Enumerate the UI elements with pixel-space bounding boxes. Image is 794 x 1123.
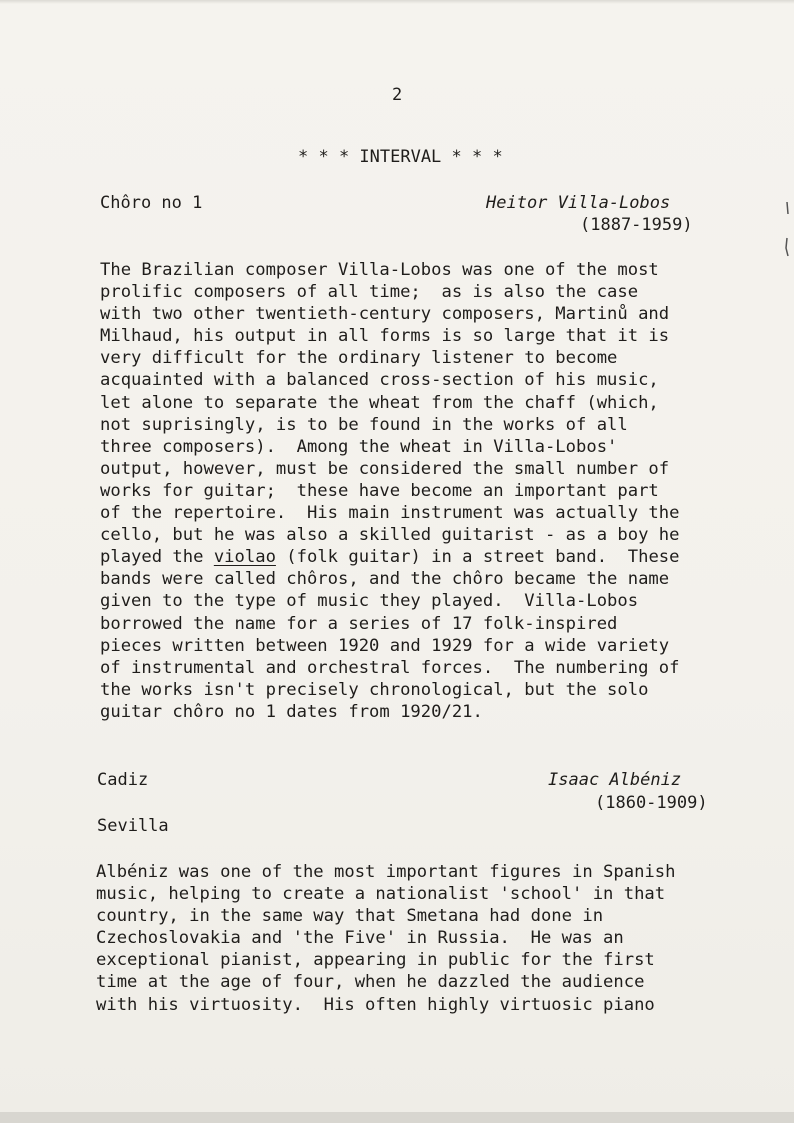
paragraph-albeniz	[96, 861, 675, 1016]
piece-title-cadiz: Cadiz	[97, 770, 149, 790]
piece-title-choro: Chôro no 1	[100, 193, 203, 213]
text-line: with two other twentieth-century composers, Martinů and	[100, 304, 670, 325]
text-line: with his virtuosity. His often highly virtuosic piano	[96, 994, 655, 1015]
page-number: 2	[392, 85, 403, 105]
text-line: borrowed the name for a series of 17 folk-inspired	[100, 613, 618, 634]
composer-albeniz: Isaac Albéniz	[548, 770, 682, 790]
text-line: not suprisingly, is to be found in the works of all	[100, 414, 628, 435]
text-line: exceptional pianist, appearing in public for the first	[96, 950, 655, 971]
text-line: let alone to separate the wheat from the chaff (which,	[100, 392, 659, 413]
text-line: given to the type of music they played. Villa-Lobos	[100, 591, 639, 612]
text-line: output, however, must be considered the small number of	[100, 458, 670, 479]
text-line: of instrumental and orchestral forces. The numbering of	[100, 657, 680, 678]
text-line: pieces written between 1920 and 1929 for a wide variety	[100, 635, 670, 656]
text-line: prolific composers of all time; as is also the case	[100, 282, 639, 303]
text-line: time at the age of four, when he dazzled the audience	[96, 972, 645, 993]
text-line: guitar chôro no 1 dates from 1920/21.	[100, 701, 483, 722]
text-segment: (folk guitar) in a street band. These	[275, 547, 680, 568]
text-line: of the repertoire. His main instrument was actually the	[100, 503, 680, 524]
margin-marks	[784, 200, 790, 270]
text-line: the works isn't precisely chronological, but the solo	[100, 679, 649, 700]
text-line: music, helping to create a nationalist 'school' in that	[96, 884, 666, 905]
text-segment: played the	[100, 547, 214, 568]
text-line: country, in the same way that Smetana had done in	[96, 906, 604, 927]
text-line: The Brazilian composer Villa-Lobos was one of the most	[100, 260, 659, 280]
text-line: works for guitar; these have become an important part	[100, 480, 659, 501]
composer-dates-albeniz: (1860-1909)	[595, 793, 708, 813]
composer-villa-lobos: Heitor Villa-Lobos	[486, 193, 671, 213]
text-line: cello, but he was also a skilled guitarist - as a boy he	[100, 525, 680, 546]
text-line: Milhaud, his output in all forms is so large that it is	[100, 326, 670, 347]
text-line	[100, 546, 679, 568]
page-top-edge	[0, 0, 794, 4]
interval-heading: * * * INTERVAL * * *	[298, 147, 503, 167]
text-line: Czechoslovakia and 'the Five' in Russia. He was an	[96, 928, 624, 949]
text-line: three composers). Among the wheat in Villa-Lobos'	[100, 436, 618, 457]
text-line: very difficult for the ordinary listener to become	[100, 348, 618, 369]
underlined-term-violao: violao	[213, 547, 276, 568]
paragraph-villa-lobos	[100, 259, 679, 723]
piece-title-sevilla: Sevilla	[97, 816, 169, 836]
composer-dates-villa-lobos: (1887-1959)	[580, 215, 693, 235]
page-bottom-edge	[0, 1112, 794, 1123]
text-line: bands were called chôros, and the chôro became the name	[100, 569, 670, 590]
text-line: acquainted with a balanced cross-section of his music,	[100, 370, 659, 391]
text-line: Albéniz was one of the most important figures in Spanish	[96, 862, 676, 882]
